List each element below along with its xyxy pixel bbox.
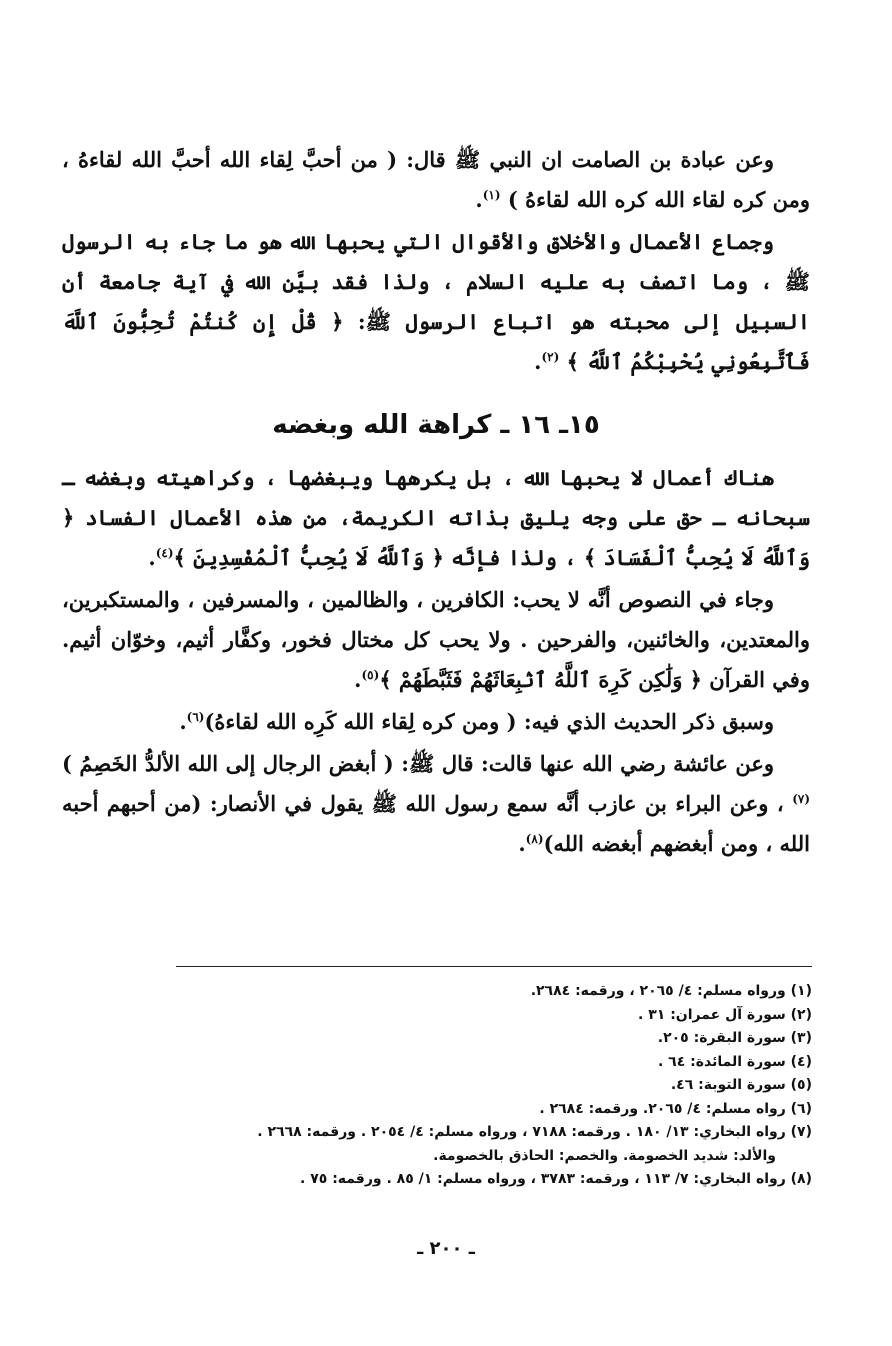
- paragraph-text: وعن عبادة بن الصامت ان النبي ﷺ قال: ( من أحبَّ لِقاء الله أحبَّ الله لقاءهُ ، ومن كره لقاء الله كره الله لقاءهُ ): [62, 147, 810, 212]
- footnote-item: (٤) سورة المائدة: ٦٤ .: [657, 1053, 812, 1070]
- paragraph-text: وسبق ذكر الحديث الذي فيه: ( ومن كره لِقاء الله كَرِه الله لقاءهُ): [204, 709, 774, 734]
- paragraph-text: وعن عائشة رضي الله عنها قالت: قال ﷺ: ( أبغض الرجال إلى الله الألدُّ الخَصِمُ ): [62, 751, 774, 776]
- footnote-ref: (١): [482, 188, 501, 202]
- paragraph-text: وجاء في النصوص أنَّه لا يحب: الكافرين ، والظالمين ، والمسرفين ، والمستكبرين، والمعتدين، والخائنين، والفرحين . ولا يحب كل مختال فخور، وكفَّار أثيم، وخوّان أثيم. وفي القرآن ﴿ وَلَٰكِن كَرِهَ ٱللَّهُ ٱنۢبِعَاثَهُمْ فَثَبَّطَهُمْ ﴾: [62, 587, 810, 692]
- footnotes-list: [100, 980, 812, 1192]
- intro-section: [62, 140, 810, 384]
- page-number: ـ ٢٠٠ ـ: [417, 1238, 475, 1259]
- footnote-ref: (٨): [525, 832, 544, 846]
- paragraph-text: ، وعن البراء بن عازب أنَّه سمع رسول الله ﷺ يقول في الأنصار: (من أحبهم أحبه الله ، ومن أبغضهم أبغضه الله): [62, 791, 810, 856]
- footnote-ref: (٤): [155, 546, 174, 560]
- footnote-item: (٥) سورة التوبة: ٤٦.: [670, 1077, 812, 1093]
- paragraph-text: هناك أعمال لا يحبها الله ، بل يكرهها ويبغضها ، وكراهيته وبغضه ـ سبحانه ـ حق على وجه يليق بذاته الكريمة، من هذه الأعمال الفساد ﴿ وَٱللَّهُ لَا يُحِبُّ ٱلْفَسَادَ ﴾ ، ولذا فإنَّه ﴿ وَٱللَّهُ لَا يُحِبُّ ٱلْمُفْسِدِينَ ﴾: [62, 465, 810, 570]
- footnote-item: (٢) سورة آل عمران: ٣١ .: [638, 1006, 812, 1023]
- footnote-ref: (٢): [541, 350, 560, 364]
- paragraph-hadith-ubada: وعن عبادة بن الصامت ان النبي ﷺ قال: ( من أحبَّ لِقاء الله أحبَّ الله لقاءهُ ، ومن كره لقاء الله كره الله لقاءهُ ) $^{(١)}$.: [62, 147, 810, 212]
- paragraph-text: وجماع الأعمال والأخلاق والأقوال التي يحبها الله هو ما جاء به الرسول ﷺ ، وما اتصف به عليه السلام ، ولذا فقد بيَّن الله في آية جامعة أن السبيل إلى محبته هو اتباع الرسول ﷺ: ﴿ قُلْ إِن كُنتُمْ تُحِبُّونَ ٱللَّهَ فَٱتَّبِعُونِي يُحْبِبْكُمُ ٱللَّهُ ﴾: [62, 229, 810, 374]
- footnote-item: (٣) سورة البقرة: ٢٠٥.: [657, 1030, 812, 1046]
- footnote-ref: (٥): [361, 668, 380, 682]
- main-section: [62, 458, 810, 866]
- paragraph-love-path: وجماع الأعمال والأخلاق والأقوال التي يحبها الله هو ما جاء به الرسول ﷺ ، وما اتصف به عليه السلام ، ولذا فقد بيَّن الله في آية جامعة أن السبيل إلى محبته هو اتباع الرسول ﷺ: ﴿ قُلْ إِن كُنتُمْ تُحِبُّونَ ٱللَّهَ فَٱتَّبِعُونِي يُحْبِبْكُمُ ٱللَّهُ ﴾ $^{(٢)}$.: [62, 229, 810, 374]
- paragraph-hated-deeds: هناك أعمال لا يحبها الله ، بل يكرهها ويبغضها ، وكراهيته وبغضه ـ سبحانه ـ حق على وجه يليق بذاته الكريمة، من هذه الأعمال الفساد ﴿ وَٱللَّهُ لَا يُحِبُّ ٱلْفَسَادَ ﴾ ، ولذا فإنَّه ﴿ وَٱللَّهُ لَا يُحِبُّ ٱلْمُفْسِدِينَ ﴾$^{(٤)}$.: [62, 465, 810, 570]
- section-heading: ١٥ـ ١٦ ـ كراهة الله وبغضه: [272, 410, 600, 440]
- paragraph-hadith-reference: وسبق ذكر الحديث الذي فيه: ( ومن كره لِقاء الله كَرِه الله لقاءهُ)$^{(٦)}$.: [179, 709, 774, 734]
- footnote-ref: (٦): [186, 710, 205, 724]
- paragraph-unloved-groups: وجاء في النصوص أنَّه لا يحب: الكافرين ، والظالمين ، والمسرفين ، والمستكبرين، والمعتدين، والخائنين، والفرحين . ولا يحب كل مختال فخور، وكفَّار أثيم، وخوّان أثيم. وفي القرآن ﴿ وَلَٰكِن كَرِهَ ٱللَّهُ ٱنۢبِعَاثَهُمْ فَثَبَّطَهُمْ ﴾$^{(٥)}$.: [62, 587, 810, 692]
- footnote-item: (٧) رواه البخاري: ١٣/ ١٨٠ . ورقمه: ٧١٨٨ ، ورواه مسلم: ٤/ ٢٠٥٤ . ورقمه: ٢٦٦٨ .: [257, 1124, 812, 1140]
- footnote-separator: [176, 966, 812, 967]
- footnote-ref: (٧): [792, 792, 811, 806]
- footnote-continuation: والألد: شديد الخصومة. والخصم: الحاذق بالخصومة.: [433, 1147, 776, 1164]
- paragraph-hadith-aisha: وعن عائشة رضي الله عنها قالت: قال ﷺ: ( أبغض الرجال إلى الله الألدُّ الخَصِمُ )$^{(٧)}$ ، وعن البراء بن عازب أنَّه سمع رسول الله ﷺ يقول في الأنصار: (من أحبهم أحبه الله ، ومن أبغضهم أبغضه الله)$^{(٨)}$.: [62, 751, 811, 856]
- footnote-item: (٨) رواه البخاري: ٧/ ١١٣ ، ورقمه: ٣٧٨٣ ، ورواه مسلم: ١/ ٨٥ . ورقمه: ٧٥ .: [300, 1171, 812, 1187]
- footnote-item: (٦) رواه مسلم: ٤/ ٢٠٦٥. ورقمه: ٢٦٨٤ .: [539, 1100, 812, 1117]
- footnote-item: (١) ورواه مسلم: ٤/ ٢٠٦٥ ، ورقمه: ٢٦٨٤.: [530, 983, 812, 999]
